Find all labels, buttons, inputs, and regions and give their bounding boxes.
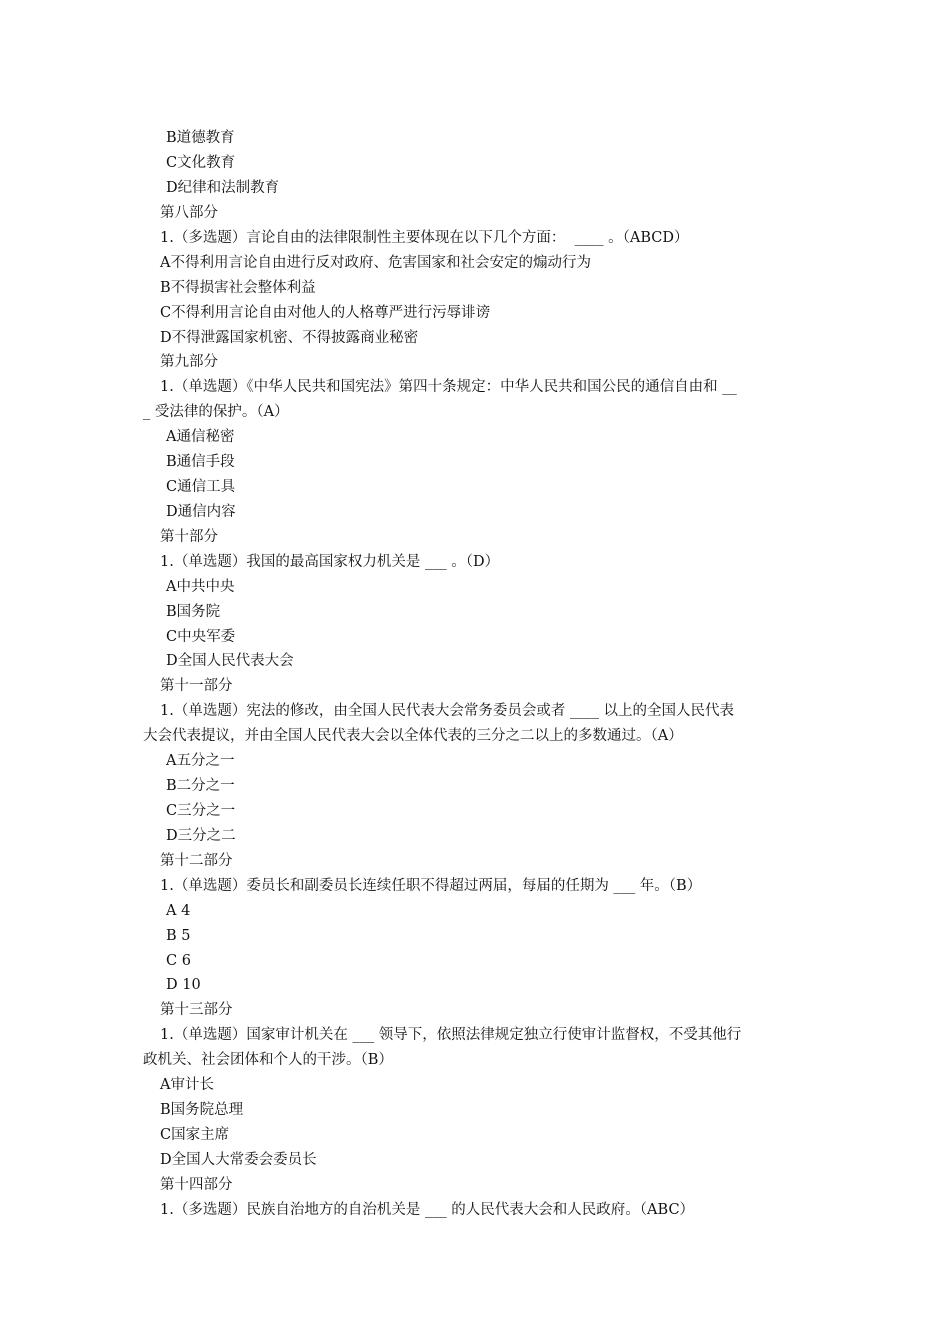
- option-line: C中央军委: [166, 629, 236, 645]
- option-line: A五分之一: [166, 753, 235, 769]
- option-line: B 5: [166, 928, 191, 944]
- option-line: D全国人民代表大会: [166, 653, 294, 669]
- option-line: D通信内容: [166, 504, 236, 520]
- section-heading: 第九部分: [160, 354, 218, 370]
- section-heading: 第十部分: [160, 529, 218, 545]
- option-line: B通信手段: [166, 454, 235, 470]
- option-line: D全国人大常委会委员长: [160, 1152, 317, 1168]
- section-heading: 第十二部分: [160, 853, 233, 869]
- option-line: C不得利用言论自由对他人的人格尊严进行污辱诽谤: [160, 305, 491, 321]
- option-line: D 10: [166, 977, 201, 993]
- option-line: A不得利用言论自由进行反对政府、危害国家和社会安定的煽动行为: [160, 255, 591, 271]
- option-line: C文化教育: [166, 155, 236, 171]
- question-line: 1.（单选题）宪法的修改，由全国人民代表大会常务委员会或者 ____ 以上的全国人民代表: [160, 703, 735, 719]
- option-line: B国务院总理: [160, 1102, 244, 1118]
- option-line: C三分之一: [166, 803, 236, 819]
- question-line: 1.（单选题）委员长和副委员长连续任职不得超过两届，每届的任期为 ___ 年。（B）: [160, 878, 702, 894]
- question-line: 1.（单选题）国家审计机关在 ___ 领导下，依照法律规定独立行使审计监督权，不受其他行: [160, 1027, 742, 1043]
- question-line: 1.（多选题）民族自治地方的自治机关是 ___ 的人民代表大会和人民政府。（ABC）: [160, 1202, 695, 1218]
- option-line: B国务院: [166, 604, 221, 620]
- option-line: A 4: [166, 903, 191, 919]
- question-line: _ 受法律的保护。（A）: [143, 404, 289, 420]
- section-heading: 第十四部分: [160, 1177, 233, 1193]
- option-line: C国家主席: [160, 1127, 230, 1143]
- option-line: B不得损害社会整体利益: [160, 280, 316, 296]
- option-line: C通信工具: [166, 479, 236, 495]
- option-line: D纪律和法制教育: [166, 180, 280, 196]
- option-line: A通信秘密: [166, 429, 235, 445]
- section-heading: 第八部分: [160, 205, 218, 221]
- question-line: 1.（单选题）《中华人民共和国宪法》第四十条规定：中华人民共和国公民的通信自由和 __: [160, 379, 737, 395]
- option-line: B二分之一: [166, 778, 235, 794]
- option-line: B道德教育: [166, 130, 235, 146]
- question-line: 政机关、社会团体和个人的干涉。（B）: [143, 1052, 393, 1068]
- section-heading: 第十三部分: [160, 1002, 233, 1018]
- section-heading: 第十一部分: [160, 678, 233, 694]
- option-line: D不得泄露国家机密、不得披露商业秘密: [160, 330, 419, 346]
- option-line: A审计长: [160, 1077, 214, 1093]
- option-line: D三分之二: [166, 828, 236, 844]
- option-line: A中共中央: [166, 579, 235, 595]
- option-line: C 6: [166, 953, 191, 969]
- question-line: 1.（单选题）我国的最高国家权力机关是 ___ 。（D）: [160, 554, 500, 570]
- question-line: 大会代表提议，并由全国人民代表大会以全体代表的三分之二以上的多数通过。（A）: [143, 728, 683, 744]
- question-line: 1.（多选题）言论自由的法律限制性主要体现在以下几个方面： ____ 。（ABCD）: [160, 230, 689, 246]
